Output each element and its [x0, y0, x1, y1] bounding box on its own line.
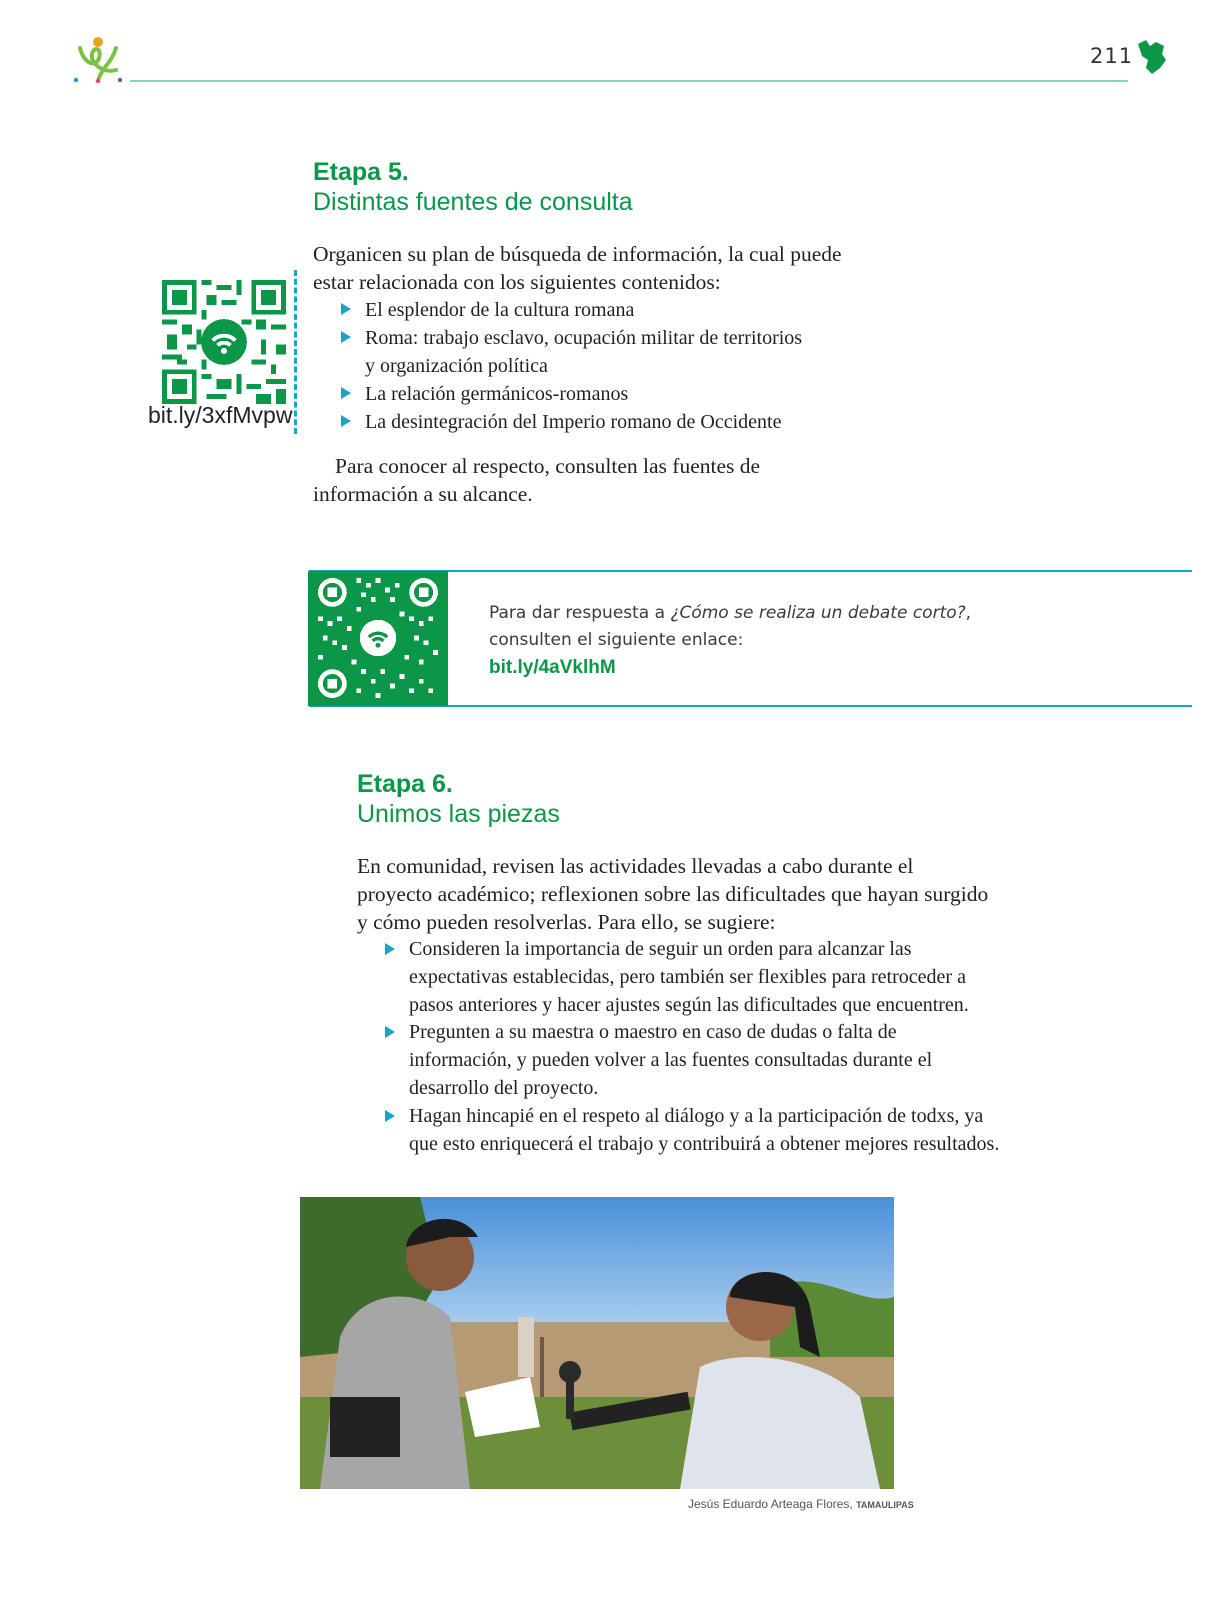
intro-line: Organicen su plan de búsqueda de información, la cual puede — [313, 242, 842, 266]
list-item: Pregunten a su maestra o maestro en caso de dudas o falta de información, y pueden volver a las fuentes consultadas durante el desarrollo del proyecto. — [383, 1019, 1063, 1102]
etapa6-intro — [357, 852, 1057, 936]
tamaulipas-map-icon — [1134, 38, 1168, 76]
etapa5-closing — [313, 452, 913, 508]
page-number: 211 — [1090, 44, 1134, 68]
etapa6-heading: Etapa 6. — [357, 770, 453, 798]
qr-code-icon[interactable] — [318, 578, 438, 698]
list-item: Consideren la importancia de seguir un orden para alcanzar las expectativas establecidas, pero también ser flexibles para retroceder a pasos anteriores y hacer ajustes según las dificultades que encuentren. — [383, 936, 1063, 1019]
callout-link[interactable]: bit.ly/4aVklhM — [489, 657, 616, 678]
qr-url-label[interactable]: bit.ly/3xfMvpw — [148, 402, 293, 428]
bullet-triangle-icon — [385, 943, 395, 955]
etapa6-bullet-list — [383, 936, 1063, 1158]
qr-code-icon[interactable] — [162, 280, 286, 404]
bullet-triangle-icon — [341, 331, 351, 343]
bullet-triangle-icon — [385, 1110, 395, 1122]
photo-credit: Jesús Eduardo Arteaga Flores, TAMAULIPAS — [688, 1497, 914, 1511]
program-logo-icon — [72, 34, 126, 86]
etapa6-subtitle: Unimos las piezas — [357, 800, 560, 828]
header-rule — [130, 80, 1128, 82]
list-item: La relación germánicos-romanos — [339, 380, 899, 408]
callout-line1: Para dar respuesta a ¿Cómo se realiza un debate corto?, — [489, 603, 972, 623]
closing-line: Para conocer al respecto, consulten las fuentes de — [335, 454, 761, 478]
bullet-triangle-icon — [341, 387, 351, 399]
list-item: Roma: trabajo esclavo, ocupación militar de territorios y organización política — [339, 324, 899, 380]
etapa5-subtitle: Distintas fuentes de consulta — [313, 188, 633, 216]
etapa5-intro — [313, 240, 913, 296]
bullet-triangle-icon — [341, 415, 351, 427]
interview-photo — [300, 1197, 894, 1489]
dashed-divider — [294, 270, 297, 434]
etapa5-heading: Etapa 5. — [313, 158, 409, 186]
list-item: El esplendor de la cultura romana — [339, 296, 899, 324]
bullet-triangle-icon — [385, 1026, 395, 1038]
intro-line: proyecto académico; reflexionen sobre las dificultades que hayan surgido — [357, 882, 989, 906]
closing-line: información a su alcance. — [313, 482, 533, 506]
callout-line2: consulten el siguiente enlace: — [489, 630, 744, 650]
callout-text — [489, 600, 971, 681]
list-item: La desintegración del Imperio romano de Occidente — [339, 408, 899, 436]
intro-line: estar relacionada con los siguientes contenidos: — [313, 270, 721, 294]
list-item: Hagan hincapié en el respeto al diálogo y a la participación de todxs, ya que esto enriquecerá el trabajo y contribuirá a obtener mejores resultados. — [383, 1103, 1063, 1159]
etapa5-bullet-list — [339, 296, 899, 436]
bullet-triangle-icon — [341, 303, 351, 315]
intro-line: En comunidad, revisen las actividades llevadas a cabo durante el — [357, 854, 914, 878]
intro-line: y cómo pueden resolverlas. Para ello, se sugiere: — [357, 910, 776, 934]
